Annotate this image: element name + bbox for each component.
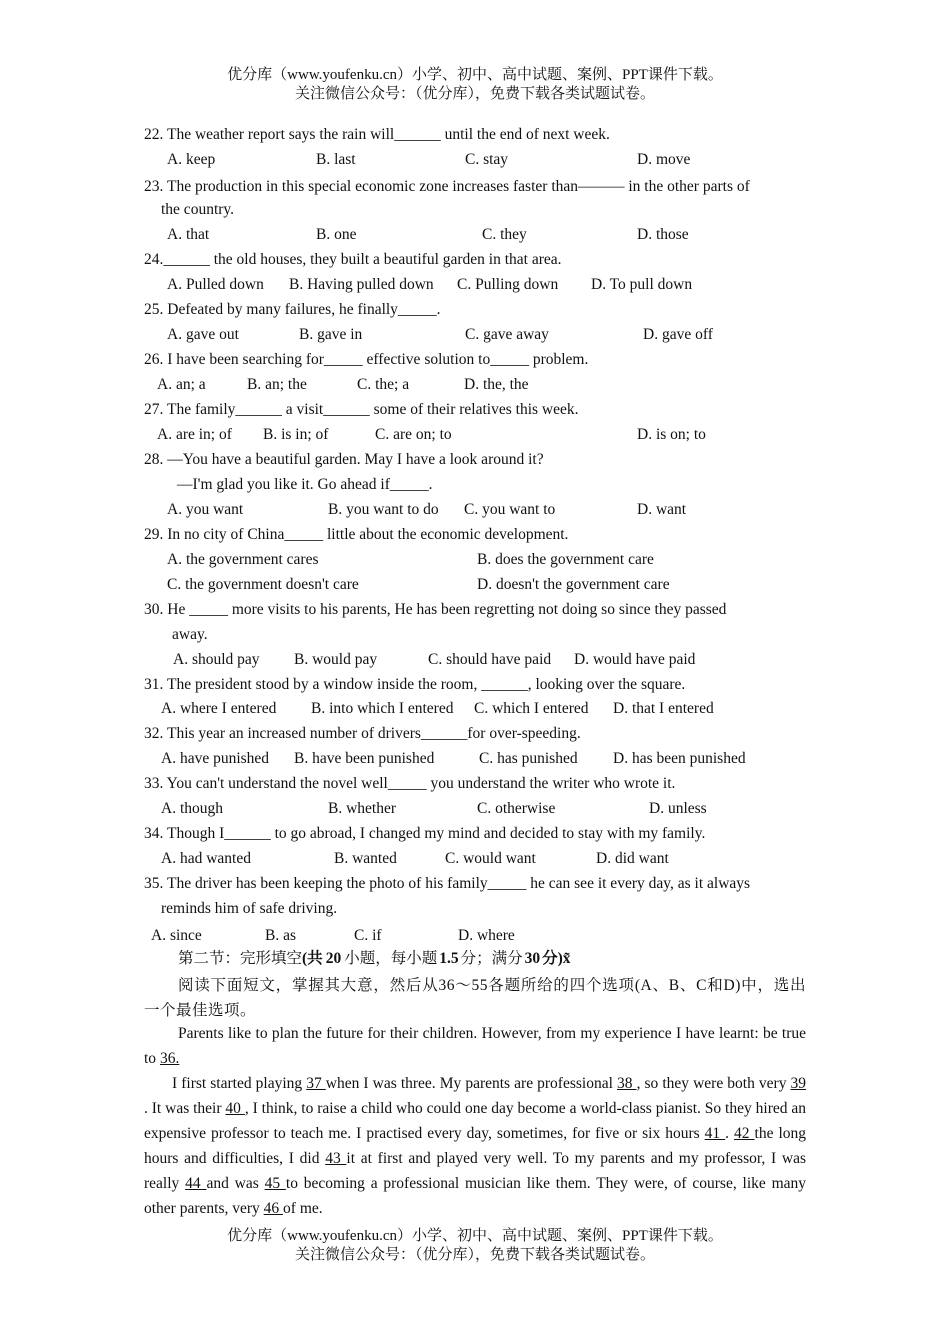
- question-28-stem: 28. —You have a beautiful garden. May I have a look around it?: [144, 451, 544, 468]
- q22-option-b: B. last: [316, 151, 356, 168]
- footer-line-1: 优分库（www.youfenku.cn）小学、初中、高中试题、案例、PPT课件下载。: [227, 1228, 723, 1244]
- q31-option-c: C. which I entered: [474, 700, 589, 717]
- page-header: [0, 66, 950, 104]
- header-line-1: 优分库（www.youfenku.cn）小学、初中、高中试题、案例、PPT课件下载。: [227, 67, 723, 83]
- q32-option-c: C. has punished: [479, 750, 578, 767]
- passage-paragraph-2: [144, 1071, 806, 1221]
- q22-option-d: D. move: [637, 151, 691, 168]
- question-35-stem-cont: reminds him of safe driving.: [161, 900, 338, 917]
- q34-option-c: C. would want: [445, 850, 536, 867]
- q23-option-d: D. those: [637, 226, 689, 243]
- passage-p2-text: when I was three. My parents are professional: [325, 1075, 617, 1092]
- q35-option-c: C. if: [354, 927, 382, 944]
- q26-option-c: C. the; a: [357, 376, 410, 393]
- q35-option-a: A. since: [151, 927, 202, 944]
- q27-option-d: D. is on; to: [637, 426, 706, 443]
- q24-option-a: A. Pulled down: [167, 276, 264, 293]
- passage-p2-text: , so they were both very: [636, 1075, 791, 1092]
- section-2-title-c: 20: [325, 950, 342, 967]
- section-2-title-f: 分；满分: [460, 950, 523, 967]
- question-22-stem: 22. The weather report says the rain will______ until the end of next week.: [144, 126, 610, 143]
- question-33-stem: 33. You can't understand the novel well_____ you understand the writer who wrote it.: [144, 775, 676, 792]
- q35-option-d: D. where: [458, 927, 515, 944]
- q34-option-a: A. had wanted: [161, 850, 251, 867]
- question-32-stem: 32. This year an increased number of drivers______for over-speeding.: [144, 725, 581, 742]
- q26-option-b: B. an; the: [247, 376, 307, 393]
- blank-36: 36.: [159, 1050, 180, 1067]
- section-2-title: [178, 949, 571, 969]
- blank-38: 38: [616, 1075, 637, 1092]
- q30-option-b: B. would pay: [294, 651, 378, 668]
- q29-option-d: D. doesn't the government care: [477, 576, 670, 593]
- q33-option-d: D. unless: [649, 800, 707, 817]
- q22-option-c: C. stay: [465, 151, 509, 168]
- question-31-stem: 31. The president stood by a window inside the room, ______, looking over the square.: [144, 676, 686, 693]
- q25-option-a: A. gave out: [167, 326, 239, 343]
- q25-option-b: B. gave in: [299, 326, 363, 343]
- q25-option-c: C. gave away: [465, 326, 549, 343]
- section-2-title-g: 30: [524, 950, 541, 967]
- section-2-instruction: 阅读下面短文，掌握其大意，然后从36～55各题所给的四个选项(A、B、C和D)中，选出一个最佳选项。: [144, 977, 806, 1019]
- passage-p2-text: the long hours and difficulties, I did: [144, 1125, 807, 1167]
- q23-option-b: B. one: [316, 226, 357, 243]
- q28-option-c: C. you want to: [464, 501, 556, 518]
- question-29-stem: 29. In no city of China_____ little about the economic development.: [144, 526, 569, 543]
- question-23-stem: 23. The production in this special economic zone increases faster than——— in the other parts of: [144, 178, 750, 195]
- q32-option-a: A. have punished: [161, 750, 270, 767]
- passage-p2-text: of me.: [283, 1200, 323, 1217]
- section-2-title-a: 第二节：完形填空: [178, 950, 303, 967]
- passage-p2-text: it at first and played very well. To my parents and my professor, I was really: [144, 1150, 806, 1192]
- question-30-stem: 30. He _____ more visits to his parents, He has been regretting not doing so since they passed: [144, 601, 727, 618]
- q26-option-a: A. an; a: [157, 376, 206, 393]
- passage-p2-text: .: [725, 1125, 735, 1142]
- q24-option-d: D. To pull down: [591, 276, 693, 293]
- q33-option-b: B. whether: [328, 800, 397, 817]
- q35-option-b: B. as: [265, 927, 296, 944]
- q33-option-c: C. otherwise: [477, 800, 556, 817]
- section-2-title-b: (共: [302, 950, 323, 967]
- page-footer: [0, 1227, 950, 1265]
- section-2-title-e: 1.5: [439, 950, 459, 967]
- q30-option-d: D. would have paid: [574, 651, 696, 668]
- q29-option-a: A. the government cares: [167, 551, 319, 568]
- q28-option-a: A. you want: [167, 501, 244, 518]
- question-25-stem: 25. Defeated by many failures, he finally_____.: [144, 301, 441, 318]
- q31-option-b: B. into which I entered: [311, 700, 454, 717]
- q30-option-c: C. should have paid: [428, 651, 552, 668]
- section-2-title-h: 分)x̃: [542, 950, 571, 967]
- blank-40: 40: [225, 1100, 245, 1117]
- q34-option-d: D. did want: [596, 850, 669, 867]
- question-26-stem: 26. I have been searching for_____ effective solution to_____ problem.: [144, 351, 589, 368]
- q24-option-b: B. Having pulled down: [289, 276, 434, 293]
- q33-option-a: A. though: [161, 800, 223, 817]
- passage-p2-text: I first started playing: [172, 1075, 307, 1092]
- passage-p2-text: and was: [206, 1175, 265, 1192]
- blank-39: 39: [790, 1075, 807, 1092]
- q27-option-a: A. are in; of: [157, 426, 232, 443]
- q22-option-a: A. keep: [167, 151, 216, 168]
- q29-option-b: B. does the government care: [477, 551, 654, 568]
- blank-41: 41: [704, 1125, 726, 1142]
- question-35-stem: 35. The driver has been keeping the photo of his family_____ he can see it every day, as it always: [144, 875, 751, 892]
- q23-option-a: A. that: [167, 226, 210, 243]
- q34-option-b: B. wanted: [334, 850, 397, 867]
- passage-p2-text: . It was their: [144, 1100, 226, 1117]
- q23-option-c: C. they: [482, 226, 527, 243]
- passage-p2-text: , I think, to raise a child who could one day become a world-class pianist. So they hired an expensive professor to teach me. I practised every day, sometimes, for five or six hours: [144, 1100, 807, 1142]
- q32-option-b: B. have been punished: [294, 750, 435, 767]
- blank-46: 46: [263, 1200, 284, 1217]
- blank-44: 44: [185, 1175, 207, 1192]
- blank-43: 43: [325, 1150, 347, 1167]
- question-28-stem-reply: —I'm glad you like it. Go ahead if_____.: [177, 476, 433, 493]
- blank-45: 45: [264, 1175, 286, 1192]
- question-34-stem: 34. Though I______ to go abroad, I changed my mind and decided to stay with my family.: [144, 825, 706, 842]
- q31-option-d: D. that I entered: [613, 700, 714, 717]
- question-24-stem: 24.______ the old houses, they built a beautiful garden in that area.: [144, 251, 562, 268]
- q27-option-c: C. are on; to: [375, 426, 452, 443]
- question-30-stem-cont: away.: [172, 626, 208, 643]
- passage-p1-text: Parents like to plan the future for their children. However, from my experience I have learnt: be true to: [144, 1025, 806, 1067]
- q27-option-b: B. is in; of: [263, 426, 329, 443]
- question-27-stem: 27. The family______ a visit______ some of their relatives this week.: [144, 401, 579, 418]
- q26-option-d: D. the, the: [464, 376, 529, 393]
- q28-option-d: D. want: [637, 501, 687, 518]
- q25-option-d: D. gave off: [643, 326, 713, 343]
- blank-37: 37: [306, 1075, 326, 1092]
- question-23-stem-cont: the country.: [161, 201, 235, 218]
- header-line-2: 关注微信公众号：（优分库），免费下载各类试题试卷。: [294, 86, 655, 102]
- footer-line-2: 关注微信公众号：（优分库），免费下载各类试题试卷。: [294, 1247, 655, 1263]
- q29-option-c: C. the government doesn't care: [167, 576, 359, 593]
- q24-option-c: C. Pulling down: [457, 276, 559, 293]
- q30-option-a: A. should pay: [173, 651, 260, 668]
- q28-option-b: B. you want to do: [328, 501, 439, 518]
- blank-42: 42: [734, 1125, 755, 1142]
- q31-option-a: A. where I entered: [161, 700, 277, 717]
- q32-option-d: D. has been punished: [613, 750, 746, 767]
- passage-paragraph-1: [144, 1021, 806, 1071]
- section-2-title-d: 小题，每小题: [344, 950, 438, 967]
- passage-p2-text: to becoming a professional musician like them. They were, of course, like many other parents, very: [144, 1175, 807, 1217]
